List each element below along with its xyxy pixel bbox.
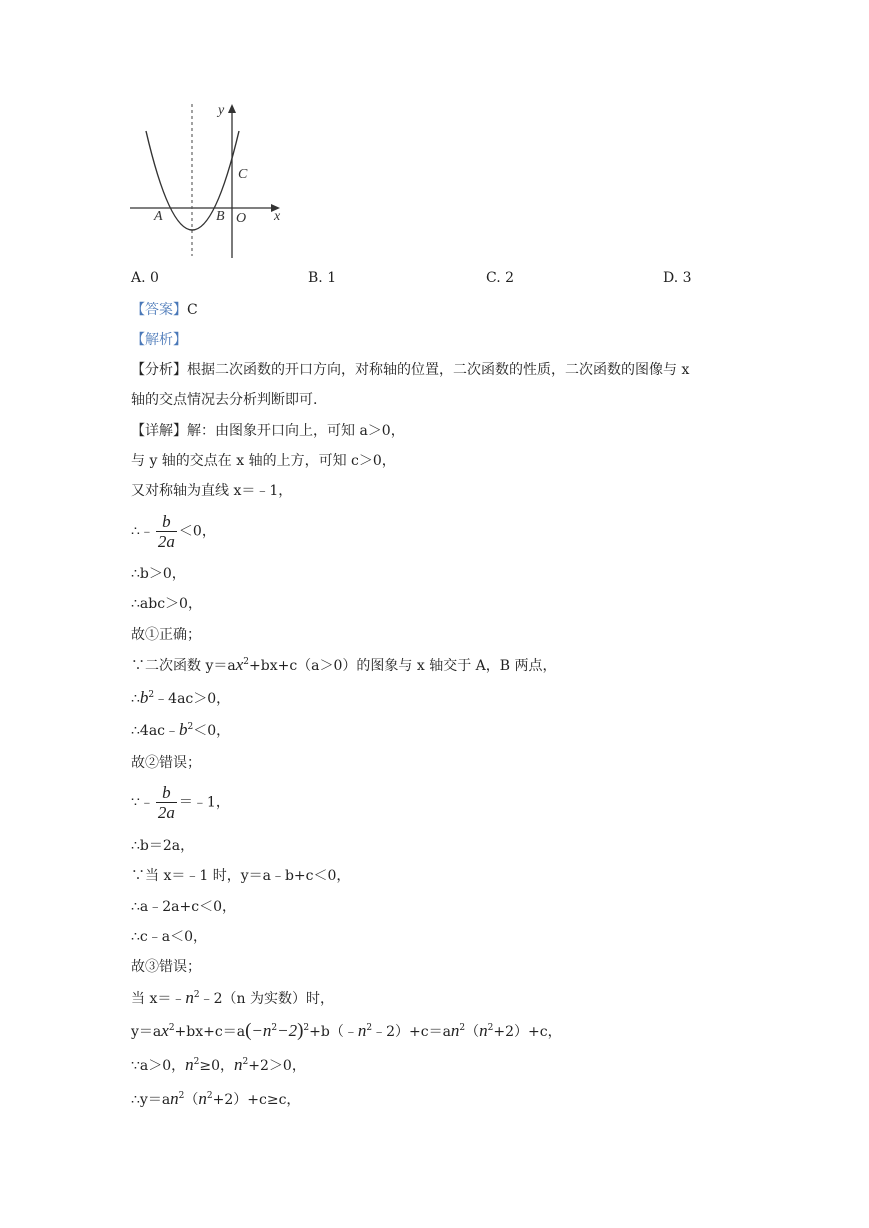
text-segment: （ (465, 1024, 480, 1040)
text-segment: +2＞0， (248, 1058, 306, 1074)
text-segment: ＝﹣1， (178, 794, 230, 811)
math-var: n (234, 1055, 243, 1074)
math-sign: − (251, 1021, 263, 1040)
y-axis-arrow (228, 104, 236, 113)
text-segment: +2）+c， (493, 1024, 562, 1040)
text-segment: +bx+c（a＞0）的图象与 x 轴交于 A，B 两点， (249, 658, 557, 674)
fraction-b-over-2a (156, 512, 177, 551)
math-var: x (235, 655, 244, 674)
superscript: 2 (303, 1023, 310, 1033)
detail-line-13: ∴b＝2a， (131, 838, 195, 854)
detail-line-12 (131, 783, 230, 822)
text-segment: ∵﹣ (131, 794, 154, 811)
label-x: x (274, 209, 281, 224)
detail-line-11: 故②错误； (131, 755, 201, 771)
detail-line-8 (131, 655, 557, 676)
superscript: 2 (168, 1023, 175, 1033)
superscript: 2 (459, 1023, 466, 1033)
text-segment: +2）+c≥c， (212, 1092, 301, 1108)
detail-line-15: ∴a﹣2a+c＜0， (131, 899, 236, 915)
text-segment: （ (184, 1092, 199, 1108)
detail-line-10 (131, 720, 230, 741)
option-b: B. 1 (308, 270, 337, 286)
text-segment: ＜0， (193, 723, 231, 739)
text-segment: ≥0， (199, 1058, 235, 1074)
detail-line-4 (131, 512, 216, 551)
option-d: D. 3 (663, 270, 692, 286)
text-segment: ﹣2）+c＝a (372, 1024, 451, 1040)
superscript: 2 (193, 1057, 200, 1067)
fraction-b-over-2a (156, 783, 177, 822)
superscript: 2 (178, 1091, 185, 1101)
detail-line-19 (131, 1021, 562, 1042)
math-var: n (479, 1021, 488, 1040)
text-segment: +b（﹣ (309, 1024, 358, 1040)
text-segment: ∴y＝a (131, 1092, 171, 1108)
answer-tag: 【答案】 (131, 302, 187, 318)
superscript: 2 (366, 1023, 373, 1033)
math-var: n (198, 1089, 207, 1108)
superscript: 2 (487, 1023, 494, 1033)
detail-text-1: 解：由图象开口向上，可知 a＞0， (187, 423, 405, 439)
math-var: n (450, 1021, 460, 1040)
superscript: 2 (271, 1023, 278, 1033)
text-segment: ﹣4ac＞0， (154, 691, 231, 707)
paren: ( (245, 1020, 252, 1041)
label-y: y (218, 103, 225, 118)
math-var: n (185, 1055, 194, 1074)
text-segment: ∵二次函数 y＝a (131, 658, 236, 674)
text-segment: ＜0， (178, 523, 216, 540)
fraction-denominator: 2a (157, 532, 175, 551)
label-o: O (236, 211, 247, 226)
detail-line-6: ∴abc＞0， (131, 596, 202, 612)
detail-line-9 (131, 688, 230, 709)
math-var: b (139, 688, 149, 707)
detail-line-17: 故③错误； (131, 959, 201, 975)
text-segment: ∴4ac﹣ (131, 723, 180, 739)
analysis-line-2: 轴的交点情况去分析判断即可. (131, 392, 318, 408)
detail-line-14: ∵当 x＝﹣1 时，y＝a﹣b+c＜0， (131, 868, 351, 884)
math-term: −2 (277, 1021, 298, 1040)
text-segment: ∴﹣ (131, 523, 154, 540)
superscript: 2 (243, 657, 249, 667)
paren: ) (297, 1020, 304, 1041)
fraction-denominator: 2a (157, 803, 175, 822)
text-segment: ﹣2（n 为实数）时， (199, 991, 334, 1007)
analysis-line-1 (131, 360, 689, 380)
analysis-tag: 【分析】 (131, 362, 187, 378)
explanation-tag: 【解析】 (131, 332, 187, 348)
detail-line-5: ∴b＞0， (131, 566, 186, 582)
superscript: 2 (193, 990, 200, 1000)
text-segment: ∵a＞0， (131, 1058, 186, 1074)
detail-line-3: 又对称轴为直线 x＝﹣1， (131, 483, 293, 499)
detail-line-2: 与 y 轴的交点在 x 轴的上方，可知 c＞0， (131, 453, 396, 469)
superscript: 2 (242, 1057, 249, 1067)
math-var: x (161, 1021, 169, 1040)
detail-line-1 (131, 421, 405, 441)
math-var: n (262, 1021, 272, 1040)
detail-line-16: ∴c﹣a＜0， (131, 929, 208, 945)
detail-line-18 (131, 988, 334, 1009)
math-var: n (170, 1089, 179, 1108)
text-segment: 当 x＝﹣ (131, 991, 186, 1007)
superscript: 2 (187, 722, 194, 732)
parabola-graph (128, 98, 286, 262)
fraction-numerator: b (162, 512, 171, 531)
detail-line-7: 故①正确； (131, 627, 201, 643)
detail-line-20 (131, 1055, 306, 1076)
math-var: b (179, 720, 188, 739)
text-segment: y＝a (131, 1024, 162, 1040)
superscript: 2 (206, 1091, 213, 1101)
analysis-text-1: 根据二次函数的开口方向，对称轴的位置，二次函数的性质，二次函数的图像与 x (187, 362, 690, 378)
label-b: B (216, 209, 225, 224)
text-segment: +bx+c＝a (174, 1024, 246, 1040)
explanation-line (131, 330, 187, 350)
math-var: n (357, 1021, 367, 1040)
text-segment: ∴ (131, 691, 140, 707)
detail-line-21 (131, 1089, 300, 1110)
fraction-numerator: b (162, 783, 171, 802)
answer-line (131, 300, 198, 320)
option-a: A. 0 (131, 270, 159, 286)
detail-tag: 【详解】 (131, 423, 187, 439)
math-var: n (185, 988, 194, 1007)
option-c: C. 2 (486, 270, 515, 286)
answer-value: C (187, 302, 198, 318)
label-c: C (238, 167, 248, 182)
label-a: A (154, 209, 163, 224)
superscript: 2 (148, 690, 155, 700)
